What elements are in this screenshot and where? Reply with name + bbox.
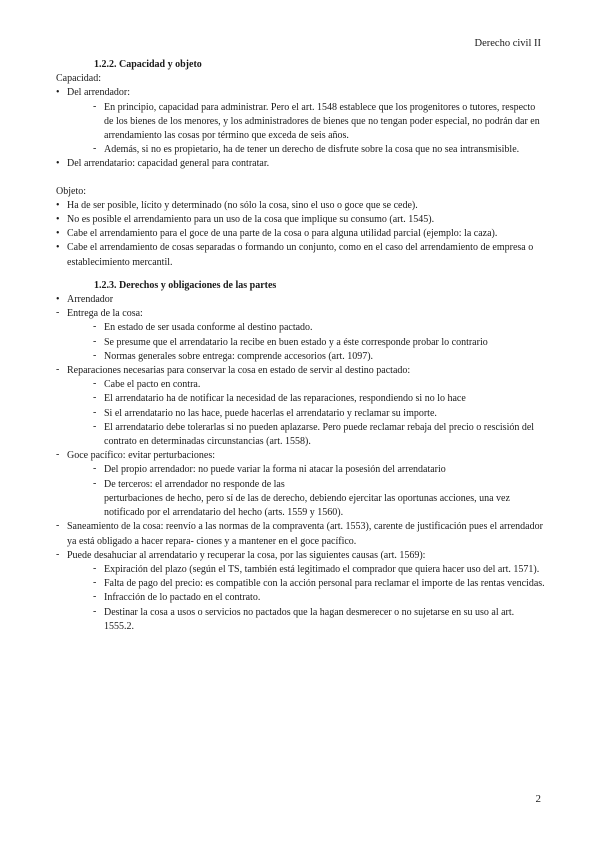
list-item: - El arrendatario debe tolerarlas si no pueden aplazarse. Pero puede reclamar rebaja del precio o rescisión del contrato en determinadas circunstancias (art. 1558). xyxy=(67,421,546,449)
list-item: - Destinar la cosa a usos o servicios no pactados que la hagan desmerecer o no sujetarse en su uso al art. 1555.2. xyxy=(67,606,546,634)
running-header: Derecho civil II xyxy=(474,38,541,49)
group-desahucio xyxy=(56,549,546,634)
group-label: Reparaciones necesarias para conservar la cosa en estado de servir al destino pactado: xyxy=(67,365,411,377)
list-item: - Expiración del plazo (según el TS, también está legitimado el comprador que quiera hacer uso del art. 1571). xyxy=(67,563,546,577)
group-label: Goce pacífico: evitar perturbaciones: xyxy=(67,450,215,462)
arrendador-heading: • Arrendador xyxy=(56,293,546,307)
document-body xyxy=(56,58,546,634)
list-item: - Además, si no es propietario, ha de tener un derecho de disfrute sobre la cosa que no sea intransmisible. xyxy=(67,143,546,157)
section-title-capacidad: 1.2.2. Capacidad y objeto xyxy=(94,59,202,70)
capacidad-list xyxy=(56,86,546,171)
list-item: - Del propio arrendador: no puede variar la forma ni atacar la posesión del arrendatario xyxy=(67,463,546,477)
list-item: - El arrendatario ha de notificar la necesidad de las reparaciones, respondiendo si no lo hace xyxy=(67,392,546,406)
list-item: • Cabe el arrendamiento de cosas separadas o formando un conjunto, como en el caso del arrendamiento de empresa o establecimiento mercantil. xyxy=(56,241,546,269)
capacidad-label: Capacidad: xyxy=(56,73,101,85)
group-reparaciones xyxy=(56,364,546,449)
group-saneamiento: - Saneamiento de la cosa: reenvío a las normas de la compraventa (art. 1553), carente de justificación pues el arrendador ya está obligado a hacer repara- ciones y a mantener en el goce pacífico. xyxy=(56,520,546,548)
list-item-continuation: perturbaciones de hecho, pero sí de las de derecho, debiendo ejercitar las oportunas acciones, una vez notificado por el arrendatario del hecho (arts. 1559 y 1560). xyxy=(104,492,510,519)
list-item: - En estado de ser usada conforme al destino pactado. xyxy=(67,321,546,335)
arrendatario-bullet: • Del arrendatario: capacidad general para contratar. xyxy=(56,157,546,171)
list-item: - Cabe el pacto en contra. xyxy=(67,378,546,392)
group-label: Entrega de la cosa: xyxy=(67,308,143,320)
list-item: • Ha de ser posible, lícito y determinado (no sólo la cosa, sino el uso o goce que se cede). xyxy=(56,199,546,213)
list-item: • Cabe el arrendamiento para el goce de una parte de la cosa o para alguna utilidad parcial (ejemplo: la caza). xyxy=(56,227,546,241)
list-item: - Se presume que el arrendatario la recibe en buen estado y a éste corresponde probar lo contrario xyxy=(67,336,546,350)
list-item: - Normas generales sobre entrega: comprende accesorios (art. 1097). xyxy=(67,350,546,364)
arrendador-label: Del arrendador: xyxy=(67,87,131,99)
objeto-label: Objeto: xyxy=(56,185,86,197)
list-item: • No es posible el arrendamiento para un uso de la cosa que implique su consumo (art. 1545). xyxy=(56,213,546,227)
group-label: Puede desahuciar al arrendatario y recuperar la cosa, por las siguientes causas (art. 1569): xyxy=(67,549,426,561)
list-item xyxy=(67,478,546,521)
page-number: 2 xyxy=(535,793,541,805)
list-item: - Falta de pago del precio: es compatible con la acción personal para reclamar el importe de las rentas vencidas. xyxy=(67,577,546,591)
group-goce-pacifico xyxy=(56,449,546,520)
group-entrega xyxy=(56,307,546,364)
list-item: - Si el arrendatario no las hace, puede hacerlas el arrendatario y reclamar su importe. xyxy=(67,407,546,421)
list-item: - En principio, capacidad para administrar. Pero el art. 1548 establece que los progenitores o tutores, respecto de los bienes de los menores, y los administradores de bienes que no tengan poder especial, no podrán dar en arrendamiento las cosas por término que exceda de seis años. xyxy=(67,101,546,144)
list-item-text: De terceros: el arrendador no responde de las xyxy=(104,478,285,490)
section-title-derechos: 1.2.3. Derechos y obligaciones de las partes xyxy=(94,279,277,291)
list-item: - Infracción de lo pactado en el contrato. xyxy=(67,591,546,605)
objeto-list xyxy=(56,199,546,270)
derechos-list xyxy=(56,293,546,634)
arrendador-bullet xyxy=(56,86,546,157)
